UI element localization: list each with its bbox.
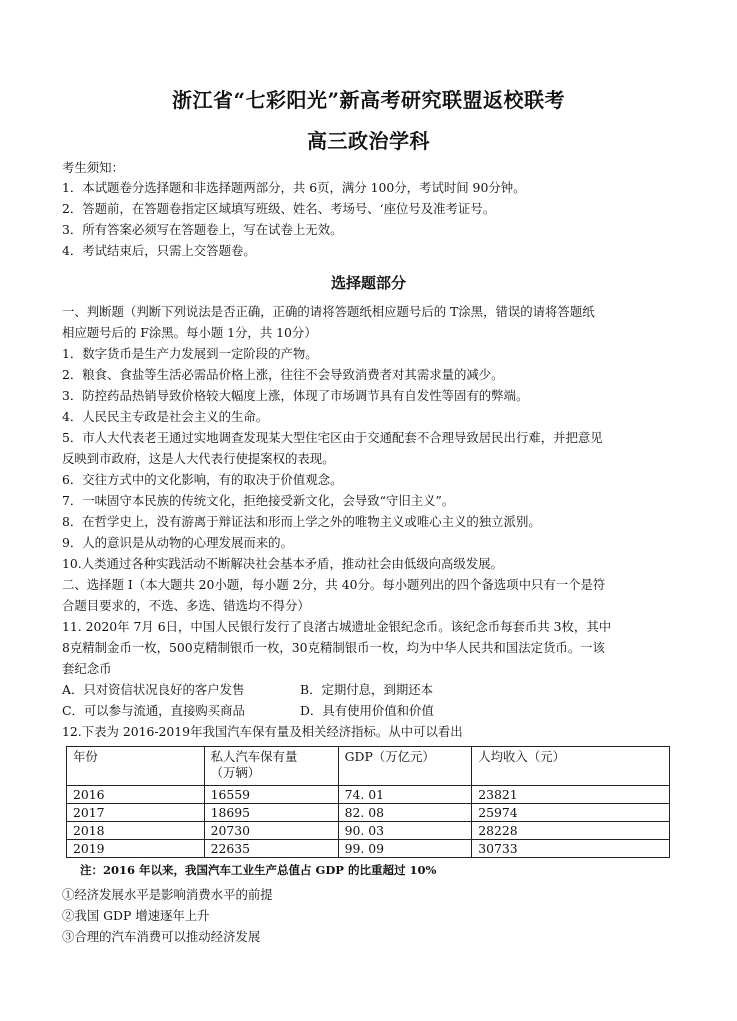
question-1: 1．数字货币是生产力发展到一定阶段的产物。: [62, 346, 318, 361]
question-9: 9．人的意识是从动物的心理发展而来的。: [62, 535, 293, 550]
exam-subtitle: 高三政治学科: [307, 129, 430, 153]
table-cell: 22635: [204, 840, 338, 858]
question-4: 4．人民民主专政是社会主义的生命。: [62, 409, 269, 424]
table-header-year: 年份: [67, 747, 205, 786]
notice-heading: 考生须知：: [62, 160, 124, 175]
table-cell: 16559: [204, 786, 338, 804]
question-8: 8．在哲学史上，没有游离于辩证法和形而上学之外的唯物主义或唯心主义的独立派别。: [62, 514, 541, 529]
notice-item-3: 3．所有答案必须写在答题卷上，写在试卷上无效。: [62, 222, 343, 237]
table-row: [67, 804, 670, 822]
table-cell: 2019: [67, 840, 205, 858]
notice-item-2: 2．答题前，在答题卷指定区域填写班级、姓名、考场号、‘座位号及准考证号。: [62, 201, 496, 216]
table-cell: 25974: [472, 804, 670, 822]
table-cell: 2016: [67, 786, 205, 804]
part1-intro-line2: 相应题号后的 F涂黑。每小题 1分，共 10分）: [62, 325, 317, 340]
option-a: A．只对资信状况良好的客户发售: [62, 682, 245, 697]
question-12-stem: 12.下表为 2016-2019年我国汽车保有量及相关经济指标。从中可以看出: [62, 724, 463, 739]
question-3: 3．防控药品热销导致价格较大幅度上涨，体现了市场调节具有自发性等固有的弊端。: [62, 388, 529, 403]
statement-1: ①经济发展水平是影响消费水平的前提: [62, 887, 273, 902]
question-10: 10.人类通过各种实践活动不断解决社会基本矛盾，推动社会由低级向高级发展。: [62, 556, 503, 571]
question-11-line1: 11. 2020年 7月 6日，中国人民银行发行了良渚古城遗址金银纪念币。该纪念币每套币共 3枚，其中: [62, 619, 612, 634]
table-header-cars-line1: 私人汽车保有量: [210, 749, 298, 764]
table-cell: 20730: [204, 822, 338, 840]
question-5-line1: 5．市人大代表老王通过实地调查发现某大型住宅区由于交通配套不合理导致居民出行难，并把意见: [62, 430, 603, 445]
question-7: 7．一味固守本民族的传统文化，拒绝接受新文化，会导致“守旧主义”。: [62, 493, 455, 508]
table-cell: 99. 09: [338, 840, 472, 858]
part2-intro-line1: 二、选择题 I（本大题共 20小题，每小题 2分，共 40分。每小题列出的四个备选项中只有一个是符: [62, 577, 606, 592]
table-cell: 30733: [472, 840, 670, 858]
table-row: [67, 840, 670, 858]
section-title: 选择题部分: [330, 274, 406, 292]
option-b: B．定期付息，到期还本: [300, 682, 434, 697]
table-cell: 74. 01: [338, 786, 472, 804]
table-cell: 23821: [472, 786, 670, 804]
table-cell: 2017: [67, 804, 205, 822]
exam-title: 浙江省“七彩阳光”新高考研究联盟返校联考: [171, 88, 565, 112]
notice-item-4: 4．考试结束后，只需上交答题卷。: [62, 243, 256, 258]
table-header-row: [67, 747, 670, 786]
statement-3: ③合理的汽车消费可以推动经济发展: [62, 929, 261, 944]
table-header-cars-line2: （万辆）: [210, 765, 261, 780]
data-table: [66, 746, 670, 858]
statement-2: ②我国 GDP 增速逐年上升: [62, 908, 210, 923]
table-cell: 28228: [472, 822, 670, 840]
option-c: C．可以参与流通，直接购买商品: [62, 703, 245, 718]
table-header-cars: [204, 747, 338, 786]
question-2: 2．粮食、食盐等生活必需品价格上涨，往往不会导致消费者对其需求量的减少。: [62, 367, 504, 382]
option-d: D．具有使用价值和价值: [300, 703, 434, 718]
table-row: [67, 822, 670, 840]
table-cell: 2018: [67, 822, 205, 840]
table-cell: 18695: [204, 804, 338, 822]
table-note: 注：2016 年以来，我国汽车工业生产总值占 GDP 的比重超过 10%: [80, 863, 437, 877]
question-6: 6．交往方式中的文化影响，有的取决于价值观念。: [62, 472, 343, 487]
question-5-line2: 反映到市政府，这是人大代表行使提案权的表现。: [62, 451, 335, 466]
question-11-line2: 8克精制金币一枚，500克精制银币一枚，30克精制银币一枚，均为中华人民共和国法定货币。一该: [62, 640, 605, 655]
table-header-income: 人均收入（元）: [472, 747, 670, 786]
table-cell: 90. 03: [338, 822, 472, 840]
table-row: [67, 786, 670, 804]
part1-intro-line1: 一、判断题（判断下列说法是否正确，正确的请将答题纸相应题号后的 T涂黑，错误的请将答题纸: [62, 304, 595, 319]
notice-item-1: 1．本试题卷分选择题和非选择题两部分，共 6页，满分 100分，考试时间 90分钟。: [62, 180, 526, 195]
table-header-gdp: GDP（万亿元）: [338, 747, 472, 786]
question-11-line3: 套纪念币: [62, 661, 112, 676]
part2-intro-line2: 合题目要求的，不选、多选、错选均不得分）: [62, 598, 310, 613]
table-cell: 82. 08: [338, 804, 472, 822]
